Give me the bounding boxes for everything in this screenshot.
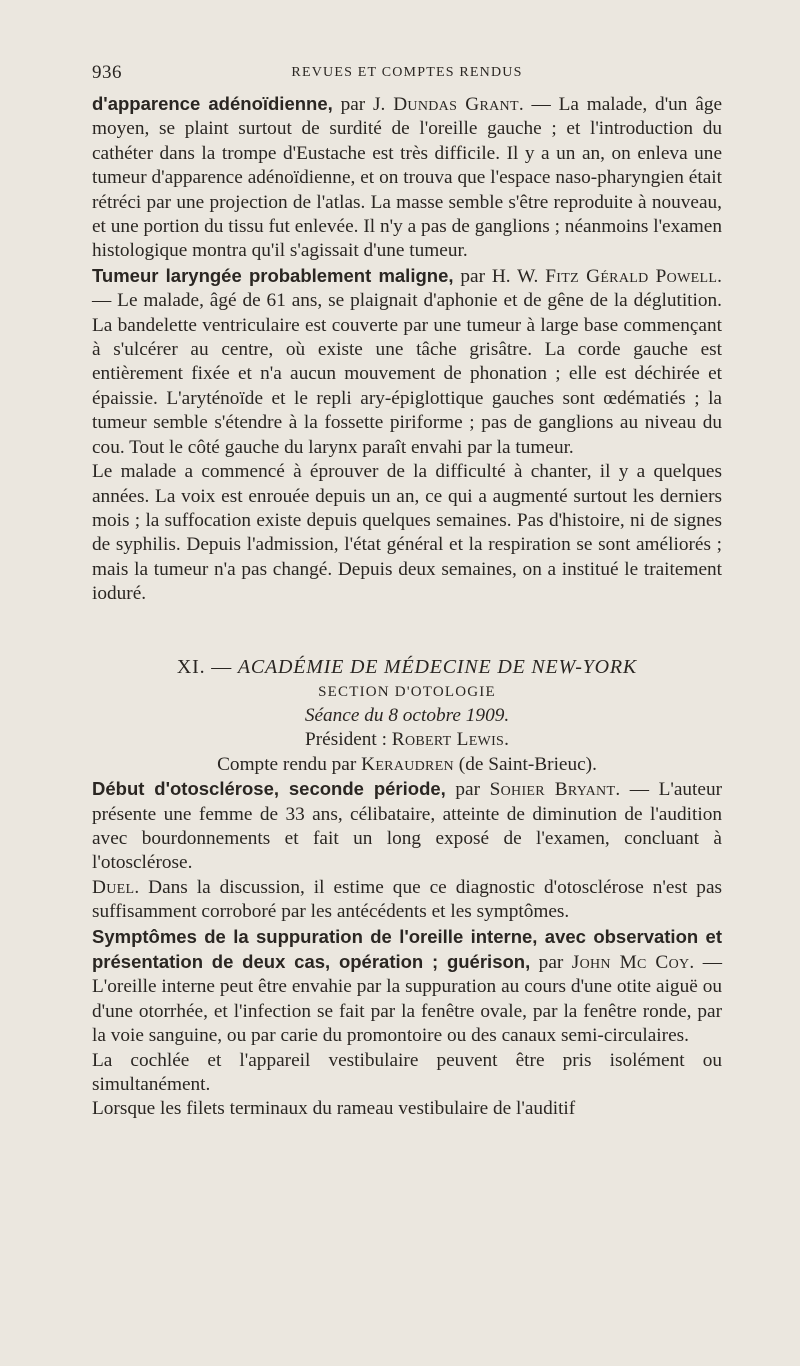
- paragraph: Tumeur laryngée probablement maligne, par H. W. Fitz Gérald Powell. — Le malade, âgé de 61 ans, se plaignait d'aphonie et de gêne de la déglutition. La bandelette ventriculaire est couverte par une tumeur à large base commençant à s'ulcérer au centre, où existe une tâche grisâtre. La corde gauche est entièrement fixée et n'a aucun mouvement de phonation ; elle est déchirée et épaissie. L'aryténoïde et le repli ary-épiglottique gauches sont œdématiés ; la tumeur semble s'étendre à la fossette piriforme ; pas de ganglions au niveau du cou. Tout le côté gauche du larynx paraît envahi par la tumeur.: [92, 264, 722, 458]
- section-number: XI. —: [176, 655, 238, 678]
- paragraph: d'apparence adénoïdienne, par J. Dundas Grant. — La malade, d'un âge moyen, se plaint surtout de surdité de l'oreille gauche ; et l'introduction du cathéter dans la trompe d'Eustache est très difficile. Il y a un an, on enleva une tumeur d'apparence adénoïdienne, et on trouva que l'espace naso-pharyngien était rétréci par une projection de l'atlas. La masse semble s'être reproduite à nouveau, et une portion du tissu fut enlevée. Il n'y a pas de ganglions ; néanmoins l'examen histologique montra qu'il s'agissait d'une tumeur.: [92, 93, 723, 262]
- paragraph-text: . — L'auteur présente une femme de 33 ans, célibataire, atteinte de diminution de l'audition avec bourdonnements et fait un long exposé de l'examen, concluant à l'otosclérose.: [92, 779, 723, 874]
- author-name: Sohier Bryant: [489, 779, 616, 801]
- article-title: d'apparence adénoïdienne,: [92, 93, 333, 114]
- article-title: Début d'otosclérose, seconde période,: [92, 778, 446, 800]
- paragraph: [92, 1049, 722, 1098]
- president-line: Président : Robert Lewis.: [305, 729, 509, 751]
- article-title: Tumeur laryngée probablement maligne,: [92, 264, 454, 286]
- subsection-title: SECTION D'OTOLOGIE: [318, 683, 496, 700]
- paragraph: [92, 876, 722, 925]
- running-title: REVUES ET COMPTES RENDUS: [291, 65, 523, 80]
- body-text: [92, 92, 722, 1122]
- president-name: Robert Lewis: [391, 729, 505, 751]
- section-name: ACADÉMIE DE MÉDECINE DE NEW-YORK: [237, 655, 638, 678]
- paragraph-text: . — La malade, d'un âge moyen, se plaint surtout de surdité de l'oreille gauche ; et l'introduction du cathéter dans la trompe d'Eustache est très difficile. Il y a un an, on enleva une tumeur d'apparence adénoïdienne, et on trouva que l'espace naso-pharyngien était rétréci par une projection de l'atlas. La masse semble s'être reproduite à nouveau, et une portion du tissu fut enlevée. Il n'y a pas de ganglions ; néanmoins l'examen histologique montra qu'il s'agissait d'une tumeur.: [92, 94, 723, 262]
- paragraph-text: La cochlée et l'appareil vestibulaire peuvent être pris isolément ou simultanément.: [92, 1049, 722, 1096]
- running-header: [92, 62, 722, 86]
- paragraph: Début d'otosclérose, seconde période, par Sohier Bryant. — L'auteur présente une femme de 33 ans, célibataire, atteinte de diminution de l'audition avec bourdonnements et fait un long exposé de l'examen, concluant à l'otosclérose.: [92, 778, 723, 874]
- paragraph-text: Le malade a commencé à éprouver de la difficulté à chanter, il y a quelques années. La voix est enrouée depuis un an, ce qui a augmenté surtout les derniers mois ; la suffocation existe depuis quelques semaines. Pas d'histoire, ni de signes de syphilis. Depuis l'admission, l'état général et la respiration se sont améliorés ; mais la tumeur n'a pas changé. Depuis deux semaines, on a institué le traitement ioduré.: [92, 461, 722, 605]
- author-name: John Mc Coy: [571, 952, 690, 973]
- page-number: 936: [92, 62, 122, 83]
- paragraph-text: Lorsque les filets terminaux du rameau vestibulaire de l'auditif: [92, 1098, 576, 1120]
- paragraph: [92, 460, 722, 606]
- author-name: Duel: [92, 876, 135, 898]
- paragraph: Symptômes de la suppuration de l'oreille interne, avec observation et présentation de deux cas, opération ; guérison, par John Mc Coy. — L'oreille interne peut être envahie par la suppuration au cours d'une otite aiguë ou d'une otorrhée, et l'infection se fait par la fenêtre ovale, par la fenêtre ronde, par la voie sanguine, ou par carie du promontoire ou des canaux semi-circulaires.: [92, 925, 722, 1047]
- author-name: Dundas Grant: [393, 94, 519, 115]
- paragraph-text: . — L'oreille interne peut être envahie par la suppuration au cours d'une otite aiguë ou d'une otorrhée, et l'infection se fait par la fenêtre ovale, par la fenêtre ronde, par la voie sanguine, ou par carie du promontoire ou des canaux semi-circulaires.: [92, 952, 722, 1047]
- paragraph-text: . — Le malade, âgé de 61 ans, se plaignait d'aphonie et de gêne de la déglutition. La bandelette ventriculaire est couverte par une tumeur à large base commençant à s'ulcérer au centre, où existe une tâche grisâtre. La corde gauche est entièrement fixée et n'a aucun mouvement de phonation ; elle est déchirée et épaissie. L'aryténoïde et le repli ary-épiglottique gauches sont œdématiés ; la tumeur semble s'étendre à la fossette piriforme ; pas de ganglions au niveau du cou. Tout le côté gauche du larynx paraît envahi par la tumeur.: [92, 265, 722, 458]
- author-name: Fitz Gérald Powell: [545, 265, 718, 287]
- article-title: Symptômes de la suppuration de l'oreille interne, avec observation et présentation de deux cas, opération ; guérison,: [92, 925, 722, 972]
- paragraph-text: . Dans la discussion, il estime que ce diagnostic d'otosclérose n'est pas suffisamment corroboré par les antécédents et les symptômes.: [92, 876, 722, 923]
- paragraph: [92, 1097, 722, 1121]
- report-line: Compte rendu par Keraudren (de Saint-Brieuc).: [217, 753, 597, 775]
- section-heading: [92, 655, 722, 778]
- reporter-name: Keraudren: [361, 753, 454, 775]
- session-date: Séance du 8 octobre 1909.: [304, 704, 510, 726]
